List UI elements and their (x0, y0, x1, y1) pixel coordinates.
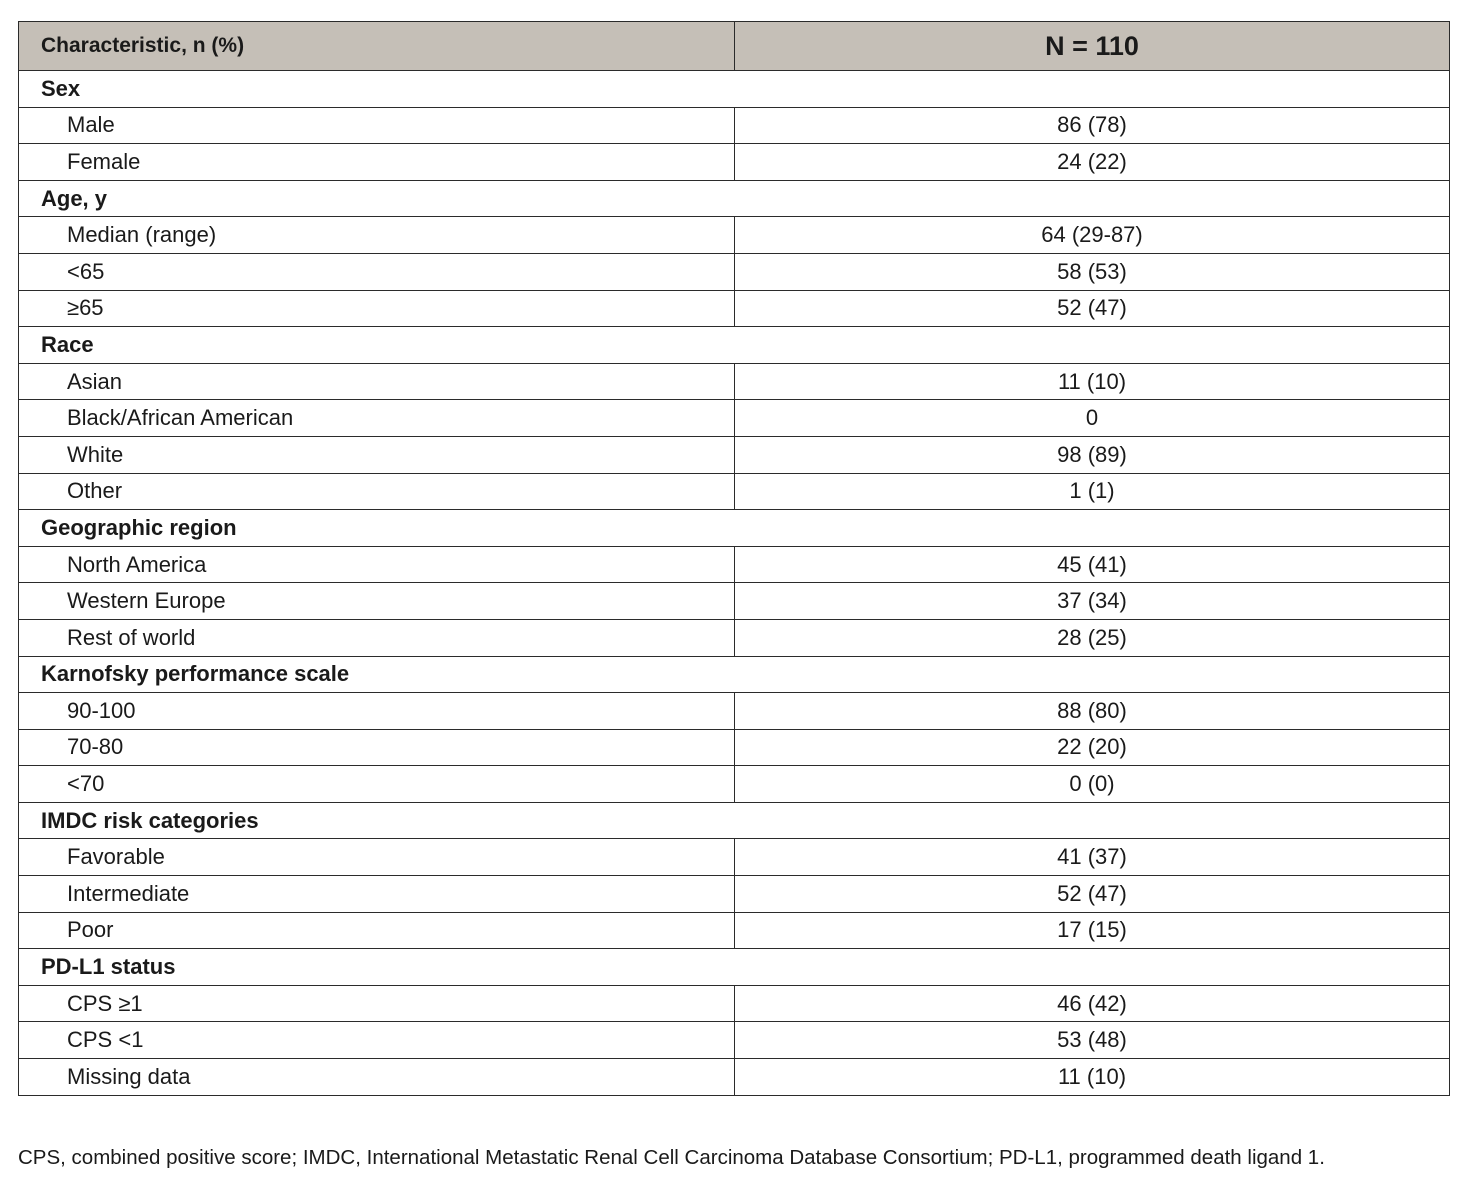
section-title: PD-L1 status (19, 949, 1450, 986)
row-value: 98 (89) (735, 436, 1450, 473)
row-value: 64 (29-87) (735, 217, 1450, 254)
section-row (19, 71, 1450, 108)
section-row (19, 802, 1450, 839)
table-row (19, 619, 1450, 656)
row-label: Rest of world (19, 619, 735, 656)
table-row (19, 876, 1450, 913)
table-row (19, 473, 1450, 510)
table-footnote: CPS, combined positive score; IMDC, International Metastatic Renal Cell Carcinoma Database Consortium; PD-L1, programmed death ligand 1. (18, 1146, 1325, 1169)
row-label: Poor (19, 912, 735, 949)
row-value: 52 (47) (735, 290, 1450, 327)
row-value: 86 (78) (735, 107, 1450, 144)
table-row (19, 985, 1450, 1022)
table-row (19, 729, 1450, 766)
row-value: 58 (53) (735, 253, 1450, 290)
row-value: 1 (1) (735, 473, 1450, 510)
row-label: Missing data (19, 1059, 735, 1096)
table-row (19, 583, 1450, 620)
row-value: 11 (10) (735, 363, 1450, 400)
row-label: Black/African American (19, 400, 735, 437)
row-value: 41 (37) (735, 839, 1450, 876)
n-column-header: N = 110 (735, 22, 1450, 71)
table-row (19, 1022, 1450, 1059)
table-row (19, 400, 1450, 437)
row-label: North America (19, 546, 735, 583)
row-value: 53 (48) (735, 1022, 1450, 1059)
section-row (19, 656, 1450, 693)
table-row (19, 217, 1450, 254)
header-row (19, 22, 1450, 71)
row-value: 22 (20) (735, 729, 1450, 766)
row-label: Male (19, 107, 735, 144)
row-label: <65 (19, 253, 735, 290)
row-value: 0 (0) (735, 766, 1450, 803)
table-row (19, 253, 1450, 290)
row-label: Female (19, 144, 735, 181)
section-title: IMDC risk categories (19, 802, 1450, 839)
table-row (19, 144, 1450, 181)
row-label: CPS ≥1 (19, 985, 735, 1022)
section-title: Race (19, 327, 1450, 364)
row-value: 17 (15) (735, 912, 1450, 949)
row-label: 90-100 (19, 693, 735, 730)
section-row (19, 949, 1450, 986)
table-body (19, 71, 1450, 1096)
table-row (19, 546, 1450, 583)
row-value: 88 (80) (735, 693, 1450, 730)
table-row (19, 693, 1450, 730)
row-label: Intermediate (19, 876, 735, 913)
row-value: 0 (735, 400, 1450, 437)
section-title: Geographic region (19, 510, 1450, 547)
table-row (19, 436, 1450, 473)
row-value: 24 (22) (735, 144, 1450, 181)
row-label: ≥65 (19, 290, 735, 327)
row-value: 11 (10) (735, 1059, 1450, 1096)
table-row (19, 766, 1450, 803)
row-value: 46 (42) (735, 985, 1450, 1022)
table-row (19, 107, 1450, 144)
section-row (19, 510, 1450, 547)
section-title: Karnofsky performance scale (19, 656, 1450, 693)
baseline-characteristics-table (18, 21, 1450, 1096)
section-row (19, 180, 1450, 217)
characteristic-column-header: Characteristic, n (%) (19, 22, 735, 71)
row-label: Favorable (19, 839, 735, 876)
row-value: 52 (47) (735, 876, 1450, 913)
row-label: 70-80 (19, 729, 735, 766)
table-row (19, 290, 1450, 327)
table-row (19, 1059, 1450, 1096)
row-label: White (19, 436, 735, 473)
section-row (19, 327, 1450, 364)
table-header (19, 22, 1450, 71)
row-label: CPS <1 (19, 1022, 735, 1059)
row-label: Western Europe (19, 583, 735, 620)
row-value: 45 (41) (735, 546, 1450, 583)
row-label: Median (range) (19, 217, 735, 254)
row-label: Other (19, 473, 735, 510)
row-value: 28 (25) (735, 619, 1450, 656)
table-row (19, 363, 1450, 400)
section-title: Age, y (19, 180, 1450, 217)
section-title: Sex (19, 71, 1450, 108)
table-row (19, 912, 1450, 949)
row-label: <70 (19, 766, 735, 803)
row-label: Asian (19, 363, 735, 400)
row-value: 37 (34) (735, 583, 1450, 620)
table-row (19, 839, 1450, 876)
